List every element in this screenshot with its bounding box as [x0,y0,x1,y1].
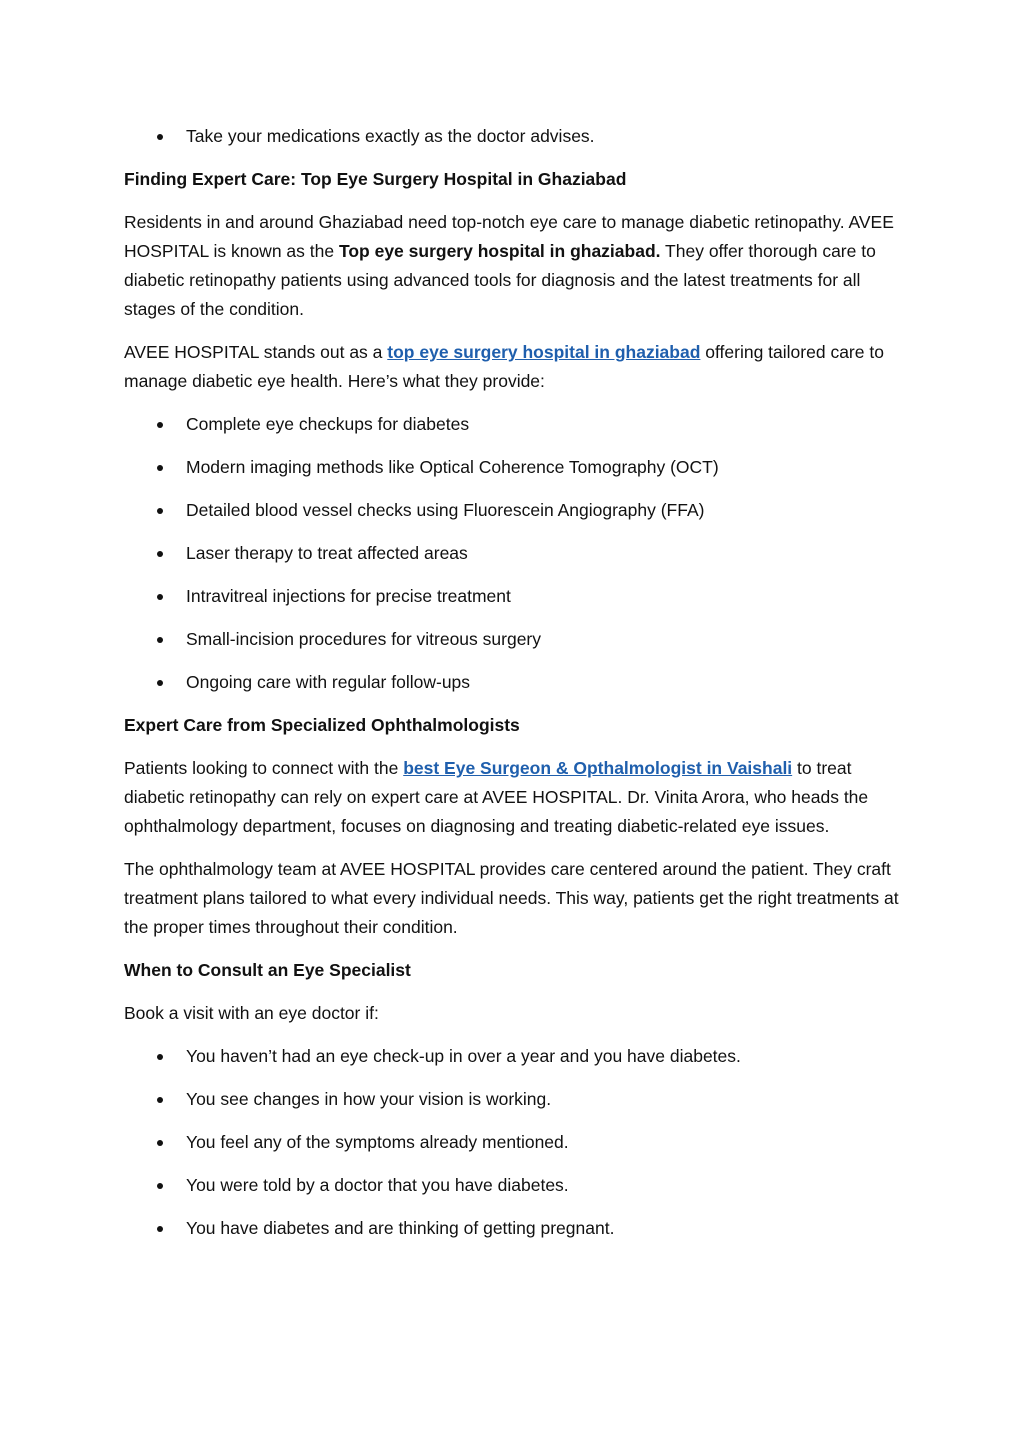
list-item-text: You feel any of the symptoms already mentioned. [186,1132,569,1152]
bullet-icon [157,508,163,514]
list-item-text: Small-incision procedures for vitreous surgery [186,629,541,649]
paragraph-residents [124,208,904,324]
list-item-text: You haven’t had an eye check-up in over a year and you have diabetes. [186,1046,741,1066]
list-item [124,582,904,611]
list-item-text: Laser therapy to treat affected areas [186,543,468,563]
list-item [124,1042,904,1071]
list-item [124,1214,904,1243]
list-item [124,410,904,439]
bullet-icon [157,1226,163,1232]
list-item [124,625,904,654]
bullet-icon [157,1097,163,1103]
list-item [124,122,904,151]
consult-bullet-list [124,1042,904,1243]
bullet-icon [157,637,163,643]
section-heading-finding-expert-care: Finding Expert Care: Top Eye Surgery Hospital in Ghaziabad [124,169,627,189]
list-item [124,496,904,525]
bullet-icon [157,422,163,428]
paragraph-text: to treat diabetic retinopathy can rely on expert care at AVEE HOSPITAL. Dr. Vinita Arora, who heads the ophthalmology department, focuses on diagnosing and treating diabetic-related eye issues. [124,758,869,836]
link-top-eye-surgery-hospital[interactable]: top eye surgery hospital in ghaziabad [387,342,701,362]
services-bullet-list [124,410,904,697]
document-page [124,122,904,1257]
paragraph-avee-stands-out [124,338,904,396]
bullet-icon [157,680,163,686]
paragraph-patients-looking [124,754,904,841]
paragraph-text: AVEE HOSPITAL stands out as a [124,342,388,362]
bullet-icon [157,551,163,557]
list-item [124,453,904,482]
bullet-icon [157,1140,163,1146]
bullet-icon [157,594,163,600]
bullet-icon [157,1183,163,1189]
list-item-text: Modern imaging methods like Optical Coherence Tomography (OCT) [186,457,719,477]
list-item-text: You were told by a doctor that you have diabetes. [186,1175,569,1195]
list-item-text: You have diabetes and are thinking of getting pregnant. [186,1218,615,1238]
section-heading-specialized-ophthalmologists: Expert Care from Specialized Ophthalmologists [124,715,520,735]
link-best-eye-surgeon-vaishali[interactable]: best Eye Surgeon & Opthalmologist in Vaishali [403,758,793,778]
paragraph-text: offering tailored care to manage diabetic eye health. Here’s what they provide: [124,342,884,391]
section-heading-when-to-consult: When to Consult an Eye Specialist [124,960,411,980]
top-bullet-list [124,122,904,151]
bullet-icon [157,134,163,140]
list-item-text: You see changes in how your vision is working. [186,1089,552,1109]
list-item-text: Ongoing care with regular follow-ups [186,672,471,692]
list-item [124,539,904,568]
list-item [124,1085,904,1114]
list-item [124,668,904,697]
list-item-text: Complete eye checkups for diabetes [186,414,470,434]
paragraph-text: Patients looking to connect with the [124,758,404,778]
list-item [124,1128,904,1157]
list-item-text: Intravitreal injections for precise treatment [186,586,511,606]
paragraph-book-visit: Book a visit with an eye doctor if: [124,1003,379,1023]
bullet-icon [157,1054,163,1060]
list-item-text: Take your medications exactly as the doctor advises. [186,126,595,146]
paragraph-text: They offer thorough care to diabetic retinopathy patients using advanced tools for diagnosis and the latest treatments for all stages of the condition. [124,241,876,319]
list-item [124,1171,904,1200]
bold-phrase: Top eye surgery hospital in ghaziabad. [338,241,661,261]
bullet-icon [157,465,163,471]
paragraph-ophthalmology-team: The ophthalmology team at AVEE HOSPITAL provides care centered around the patient. They craft treatment plans tailored to what every individual needs. This way, patients get the right treatments at the proper times throughout their condition. [124,859,899,937]
paragraph-text: Residents in and around Ghaziabad need top-notch eye care to manage diabetic retinopathy. AVEE HOSPITAL is known as the [124,212,894,261]
list-item-text: Detailed blood vessel checks using Fluorescein Angiography (FFA) [186,500,705,520]
